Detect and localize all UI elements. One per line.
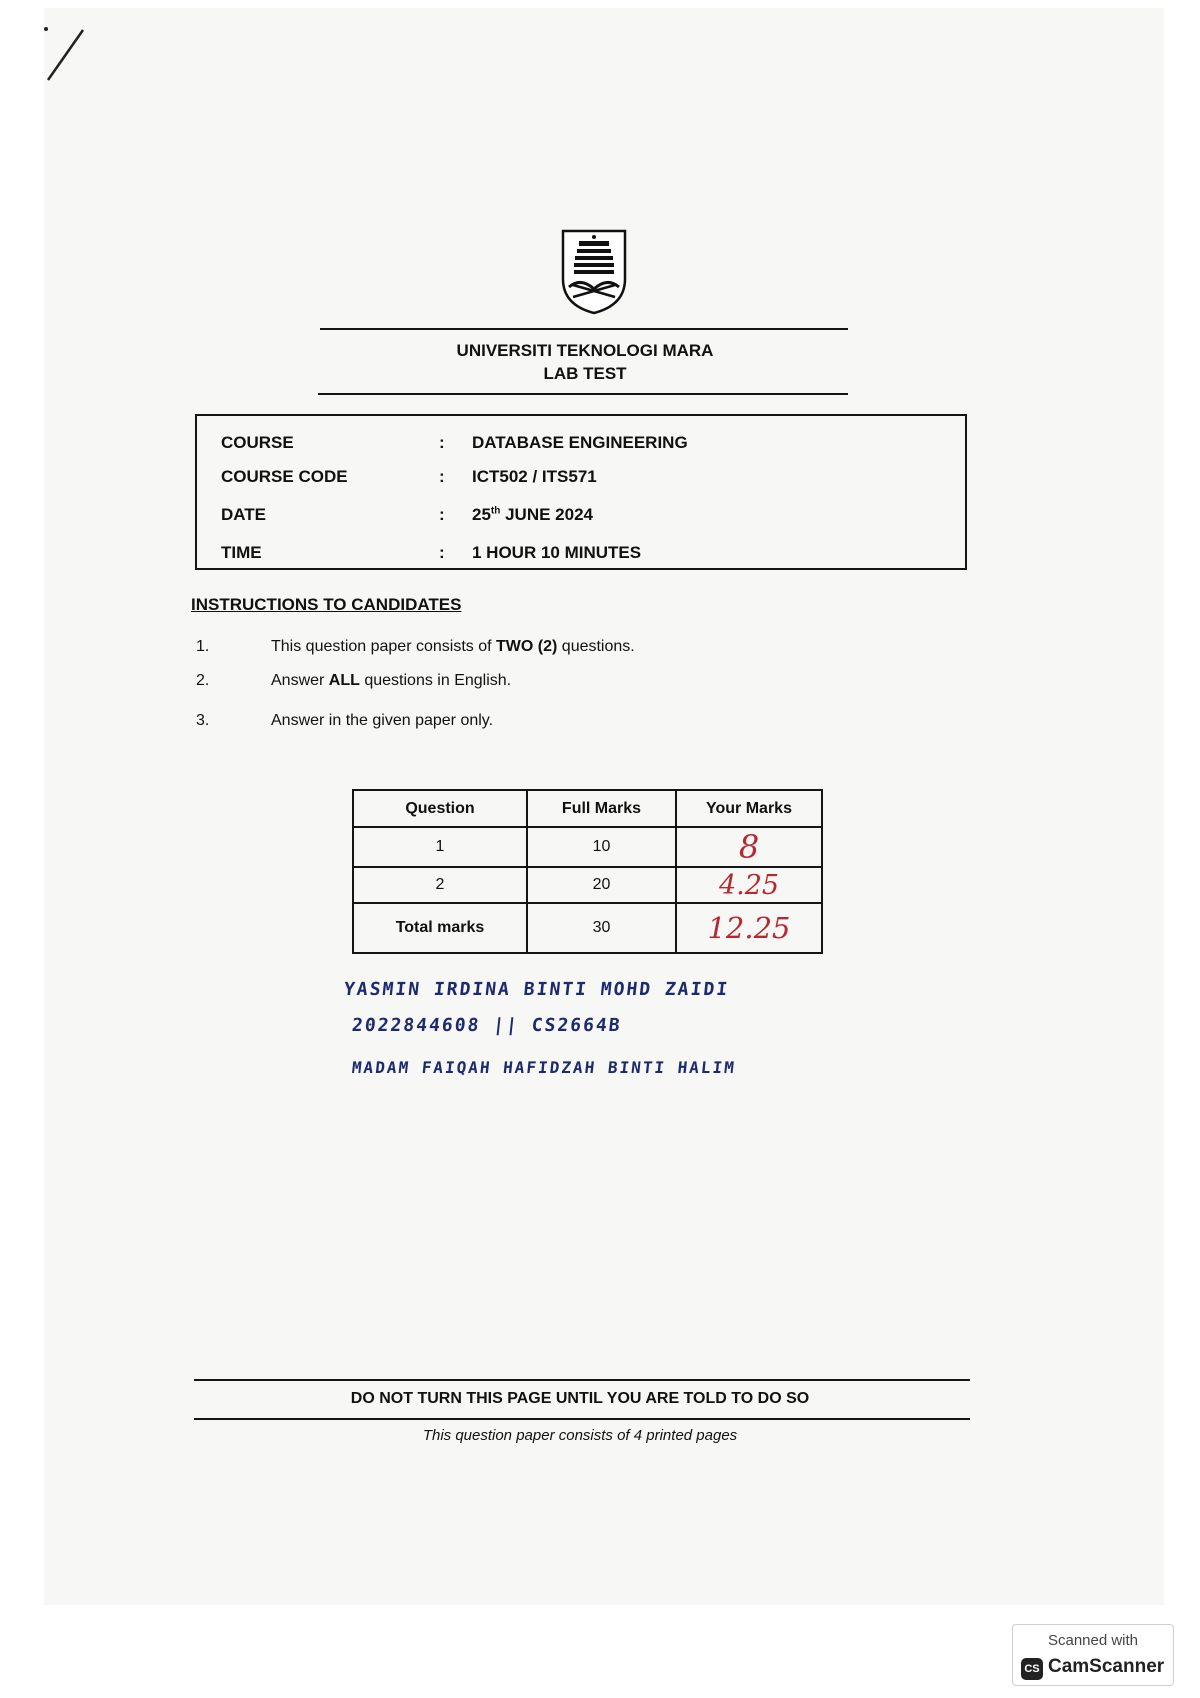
cell-total-label: Total marks <box>353 903 527 953</box>
info-value: DATABASE ENGINEERING <box>472 433 688 452</box>
camscanner-watermark <box>1012 1624 1174 1686</box>
instruction-number: 3. <box>196 712 210 729</box>
table-row-total <box>353 903 822 953</box>
header-your-marks: Your Marks <box>676 790 822 827</box>
info-colon: : <box>439 505 445 524</box>
course-info-box <box>195 414 967 570</box>
info-colon: : <box>439 543 445 562</box>
instruction-text-pre: Answer <box>271 672 329 689</box>
footer-pages-note: This question paper consists of 4 printed pages <box>422 1427 738 1444</box>
instruction-text-post: questions. <box>557 638 635 655</box>
table-row <box>353 867 822 903</box>
instruction-text <box>271 638 635 656</box>
info-value-date <box>472 505 593 525</box>
cell-total-your-marks-handwritten: 12.25 <box>676 903 822 953</box>
info-label: COURSE <box>221 433 294 452</box>
info-label: TIME <box>221 543 262 562</box>
header-rule-bottom <box>318 393 848 395</box>
instruction-number: 1. <box>196 638 210 655</box>
footer-warning: DO NOT TURN THIS PAGE UNTIL YOU ARE TOLD TO DO SO <box>350 1390 810 1407</box>
header-rule-top <box>320 328 848 330</box>
handwritten-student-id: 2022844608 || CS2664B <box>350 1015 623 1036</box>
header-question: Question <box>353 790 527 827</box>
cell-total-full: 30 <box>527 903 676 953</box>
date-suffix: th <box>490 505 501 517</box>
instruction-text-pre: This question paper consists of <box>271 638 497 655</box>
instruction-text-bold: TWO (2) <box>496 638 558 655</box>
handwritten-student-name: YASMIN IRDINA BINTI MOHD ZAIDI <box>342 979 731 1000</box>
cell-question: 2 <box>353 867 527 903</box>
table-row <box>353 827 822 867</box>
uitm-crest-logo <box>559 227 629 315</box>
instruction-number: 2. <box>196 672 210 689</box>
instruction-text <box>271 712 493 730</box>
cell-full-marks: 20 <box>527 867 676 903</box>
watermark-caption: Scanned with <box>1047 1632 1139 1649</box>
info-label: DATE <box>221 505 267 524</box>
instruction-text <box>271 672 511 690</box>
info-colon: : <box>439 467 445 486</box>
university-name: UNIVERSITI TEKNOLOGI MARA <box>456 341 714 360</box>
info-label: COURSE CODE <box>221 467 348 486</box>
date-rest: JUNE 2024 <box>500 505 593 524</box>
info-value: 1 HOUR 10 MINUTES <box>472 543 642 562</box>
camscanner-icon: CS <box>1021 1658 1043 1680</box>
cell-your-marks-handwritten: 8 <box>676 827 822 867</box>
instruction-text-post: questions in English. <box>359 672 512 689</box>
pen-stroke-mark <box>40 20 100 85</box>
marks-table <box>352 789 823 954</box>
instruction-text-bold: ALL <box>328 672 360 689</box>
cell-full-marks: 10 <box>527 827 676 867</box>
footer-rule-bottom <box>194 1418 970 1420</box>
instruction-text-pre: Answer in the given paper only. <box>271 712 494 729</box>
info-colon: : <box>439 433 445 452</box>
date-day: 25 <box>472 505 491 524</box>
watermark-brand: CamScanner <box>1048 1656 1165 1677</box>
marks-header-row <box>353 790 822 827</box>
footer-rule-top <box>194 1379 970 1381</box>
info-value: ICT502 / ITS571 <box>472 467 597 486</box>
test-type: LAB TEST <box>543 364 627 383</box>
instructions-title: INSTRUCTIONS TO CANDIDATES <box>191 595 462 614</box>
header-block <box>320 339 850 385</box>
cell-question: 1 <box>353 827 527 867</box>
cell-your-marks-handwritten: 4.25 <box>676 867 822 903</box>
header-full-marks: Full Marks <box>527 790 676 827</box>
handwritten-lecturer-name: MADAM FAIQAH HAFIDZAH BINTI HALIM <box>351 1058 737 1077</box>
